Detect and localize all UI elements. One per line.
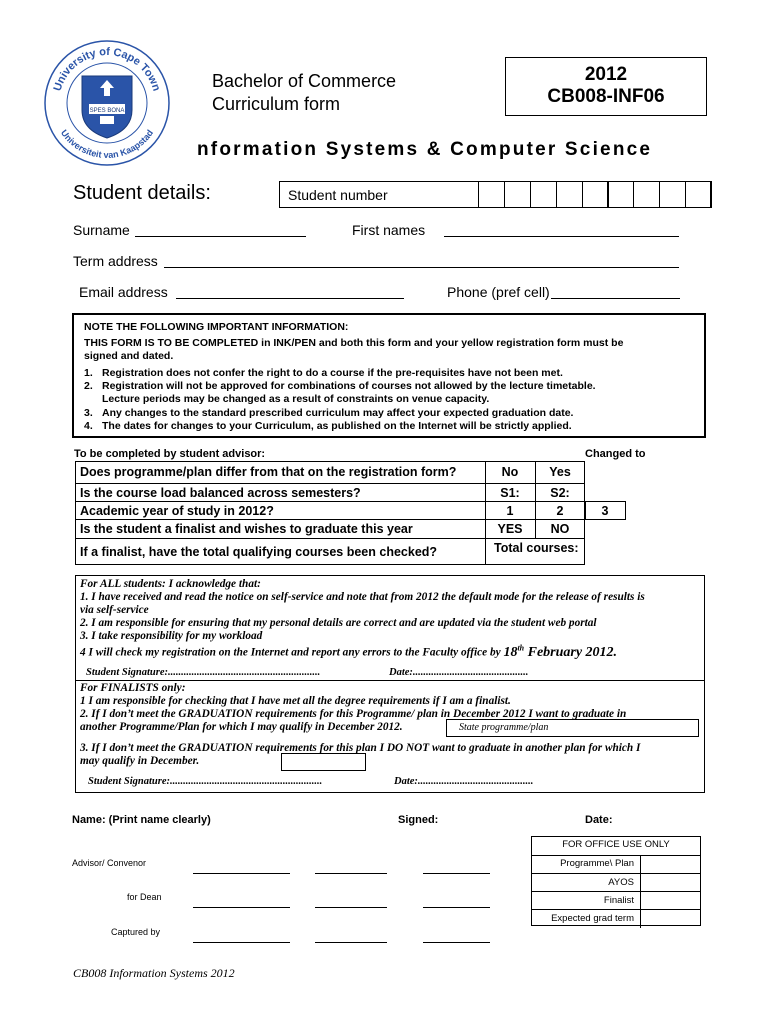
notice-title: NOTE THE FOLLOWING IMPORTANT INFORMATION: [84, 321, 349, 333]
office-use-row-value[interactable] [640, 874, 700, 892]
office-use-row [532, 873, 700, 891]
advisor-heading: To be completed by student advisor: [74, 448, 266, 460]
phone-label: Phone (pref cell) [447, 284, 550, 300]
notice-item-number: 4. [84, 419, 93, 432]
state-programme-plan-label: State programme/plan [459, 722, 549, 733]
notice-item [84, 393, 596, 406]
important-notice-box [72, 313, 706, 438]
email-field[interactable] [176, 298, 404, 299]
notice-item-number: 3. [84, 406, 93, 419]
office-use-table [531, 836, 701, 926]
answer-yes[interactable]: Yes [549, 465, 571, 479]
captured-name-field[interactable] [193, 942, 290, 943]
notice-intro-line2: signed and dated. [84, 350, 174, 362]
surname-field[interactable] [135, 236, 306, 237]
date-2[interactable]: Date:............................................ [394, 776, 534, 787]
answer-year-2[interactable]: 2 [556, 504, 564, 518]
student-number-digit-cell[interactable] [504, 181, 531, 208]
answer-s1[interactable]: S1: [500, 486, 520, 500]
footer-text: CB008 Information Systems 2012 [73, 966, 235, 980]
ack-line-5: 3. I take responsibility for my workload [80, 630, 263, 642]
term-address-label: Term address [73, 253, 158, 269]
changed-to-label: Changed to [585, 448, 646, 460]
advisor-convenor-label: Advisor/ Convenor [72, 858, 147, 868]
dean-name-field[interactable] [193, 907, 290, 908]
title-line-1: Bachelor of Commerce [212, 71, 397, 91]
student-number-digit-cell[interactable] [608, 181, 635, 208]
form-code: CB008-INF06 [547, 86, 665, 107]
deadline-rest: February 2012. [527, 644, 618, 660]
term-address-field[interactable] [164, 267, 679, 268]
notice-item-text: Lecture periods may be changed as a result of constraints on venue capacity. [102, 393, 490, 406]
student-number-digit-cell[interactable] [556, 181, 583, 208]
answer-s2[interactable]: S2: [550, 486, 570, 500]
date-label: Date: [585, 814, 613, 826]
form-code-box [505, 57, 707, 116]
finalists-title: For FINALISTS only: [80, 682, 186, 694]
state-programme-plan-field[interactable] [446, 719, 699, 737]
advisor-name-field[interactable] [193, 873, 290, 874]
ack-line-6 [80, 643, 617, 661]
notice-item [84, 420, 596, 433]
captured-signed-field[interactable] [315, 942, 387, 943]
question-finalist: Is the student a finalist and wishes to graduate this year [80, 522, 413, 536]
student-number-digit-cell[interactable] [530, 181, 557, 208]
form-title [212, 70, 396, 116]
captured-by-label: Captured by [111, 927, 161, 937]
logo-book-text: SPES BONA [89, 108, 125, 114]
university-logo [42, 38, 172, 168]
acknowledgement-box [75, 575, 705, 793]
title-line-2: Curriculum form [212, 94, 341, 114]
answer-no[interactable]: No [501, 465, 519, 479]
question-course-load: Is the course load balanced across semesters? [80, 486, 361, 500]
dean-signed-field[interactable] [315, 907, 387, 908]
office-use-row-label: AYOS [608, 877, 634, 888]
advisor-signed-field[interactable] [315, 873, 387, 874]
total-courses-label[interactable]: Total courses: [494, 541, 579, 555]
office-use-row-value[interactable] [640, 910, 700, 928]
notice-item [84, 380, 596, 393]
ack-line-2: 1. I have received and read the notice on self-service and note that from 2012 the default mode for the release of results is [80, 591, 645, 603]
answer-year-1[interactable]: 1 [506, 504, 514, 518]
student-number-label: Student number [288, 187, 388, 203]
student-number-digit-cell[interactable] [478, 181, 505, 208]
student-signature-2[interactable]: Student Signature:.......................................................... [88, 776, 323, 787]
office-use-row-label: Programme\ Plan [560, 858, 634, 869]
logo-ring-text-top: University of Cape Town [51, 45, 163, 93]
student-details-heading: Student details: [73, 182, 211, 204]
answer-year-3[interactable]: 3 [601, 504, 609, 518]
deadline-date [503, 645, 617, 660]
form-year: 2012 [584, 64, 628, 85]
ack-line-3: via self-service [80, 604, 149, 616]
answer-finalist-yes[interactable]: YES [497, 522, 523, 536]
notice-item-text: The dates for changes to your Curriculum, as published on the Internet will be strictly applied. [102, 419, 572, 432]
office-use-title: FOR OFFICE USE ONLY [562, 839, 670, 850]
logo-ring-text-bottom: Universiteit van Kaapstad [58, 127, 156, 161]
finalists-line-1: 1 I am responsible for checking that I have met all the degree requirements if I am a finalist. [80, 695, 511, 707]
notice-item-text: Registration will not be approved for combinations of courses not allowed by the lecture timetable. [102, 380, 596, 393]
notice-item-text: Any changes to the standard prescribed curriculum may affect your expected graduation date. [102, 406, 574, 419]
date-1[interactable]: Date:............................................ [389, 667, 529, 678]
ack-line-4: 2. I am responsible for ensuring that my personal details are correct and are updated via the student web portal [80, 617, 597, 629]
question-total-courses: If a finalist, have the total qualifying courses been checked? [80, 545, 438, 559]
notice-item [84, 407, 596, 420]
phone-field[interactable] [551, 298, 680, 299]
notice-item-number: 1. [84, 367, 93, 379]
office-use-row-label: Finalist [603, 895, 634, 906]
deadline-day: 18 [503, 644, 518, 660]
notice-items [84, 367, 596, 433]
notice-item [84, 367, 596, 380]
name-print-label: Name: (Print name clearly) [72, 814, 211, 826]
answer-finalist-no[interactable]: NO [550, 522, 570, 536]
notice-item-text: Registration does not confer the right to do a course if the pre-requisites have not been met. [102, 367, 563, 379]
student-number-digit-cell[interactable] [659, 181, 686, 208]
for-dean-label: for Dean [127, 892, 162, 902]
advisor-date-field[interactable] [423, 873, 490, 874]
finalists-line-2b: another Programme/Plan for which I may qualify in December 2012. [80, 721, 403, 733]
question-academic-year: Academic year of study in 2012? [80, 504, 274, 518]
dean-date-field[interactable] [423, 907, 490, 908]
do-not-graduate-checkbox[interactable] [281, 753, 366, 771]
question-programme-differ: Does programme/plan differ from that on the registration form? [80, 465, 457, 479]
finalists-line-3b: may qualify in December. [80, 755, 200, 767]
notice-item-number: 2. [84, 380, 93, 393]
notice-intro-line1: THIS FORM IS TO BE COMPLETED in INK/PEN and both this form and your yellow registration form must be [84, 337, 624, 349]
office-use-row [532, 891, 700, 909]
student-number-digit-cell[interactable] [582, 181, 609, 208]
signed-label: Signed: [398, 814, 439, 826]
surname-label: Surname [73, 222, 130, 238]
first-names-field[interactable] [444, 236, 679, 237]
student-number-digit-cell[interactable] [633, 181, 660, 208]
captured-date-field[interactable] [423, 942, 490, 943]
student-signature-1[interactable]: Student Signature:.......................................................... [86, 667, 321, 678]
office-use-row-label: Expected grad term [551, 913, 634, 924]
department-title: nformation Systems & Computer Science [197, 139, 653, 160]
deadline-day-suffix: th [517, 643, 525, 652]
first-names-label: First names [352, 222, 426, 238]
email-label: Email address [79, 284, 168, 300]
office-use-row-value[interactable] [640, 892, 700, 910]
ack-line-1: For ALL students: I acknowledge that: [80, 578, 261, 590]
finalists-line-2a: 2. If I don’t meet the GRADUATION requirements for this Programme/ plan in December 2012 I want to graduate in [80, 708, 627, 720]
student-number-digit-cell[interactable] [685, 181, 712, 208]
ack-line-6-text: 4 I will check my registration on the Internet and report any errors to the Faculty office by [80, 646, 501, 659]
office-use-row [532, 909, 700, 927]
finalists-line-3a: 3. If I don’t meet the GRADUATION requirements for this plan I DO NOT want to graduate in another plan for which I [80, 742, 641, 754]
office-use-row [532, 855, 700, 873]
office-use-row-value[interactable] [640, 855, 700, 873]
